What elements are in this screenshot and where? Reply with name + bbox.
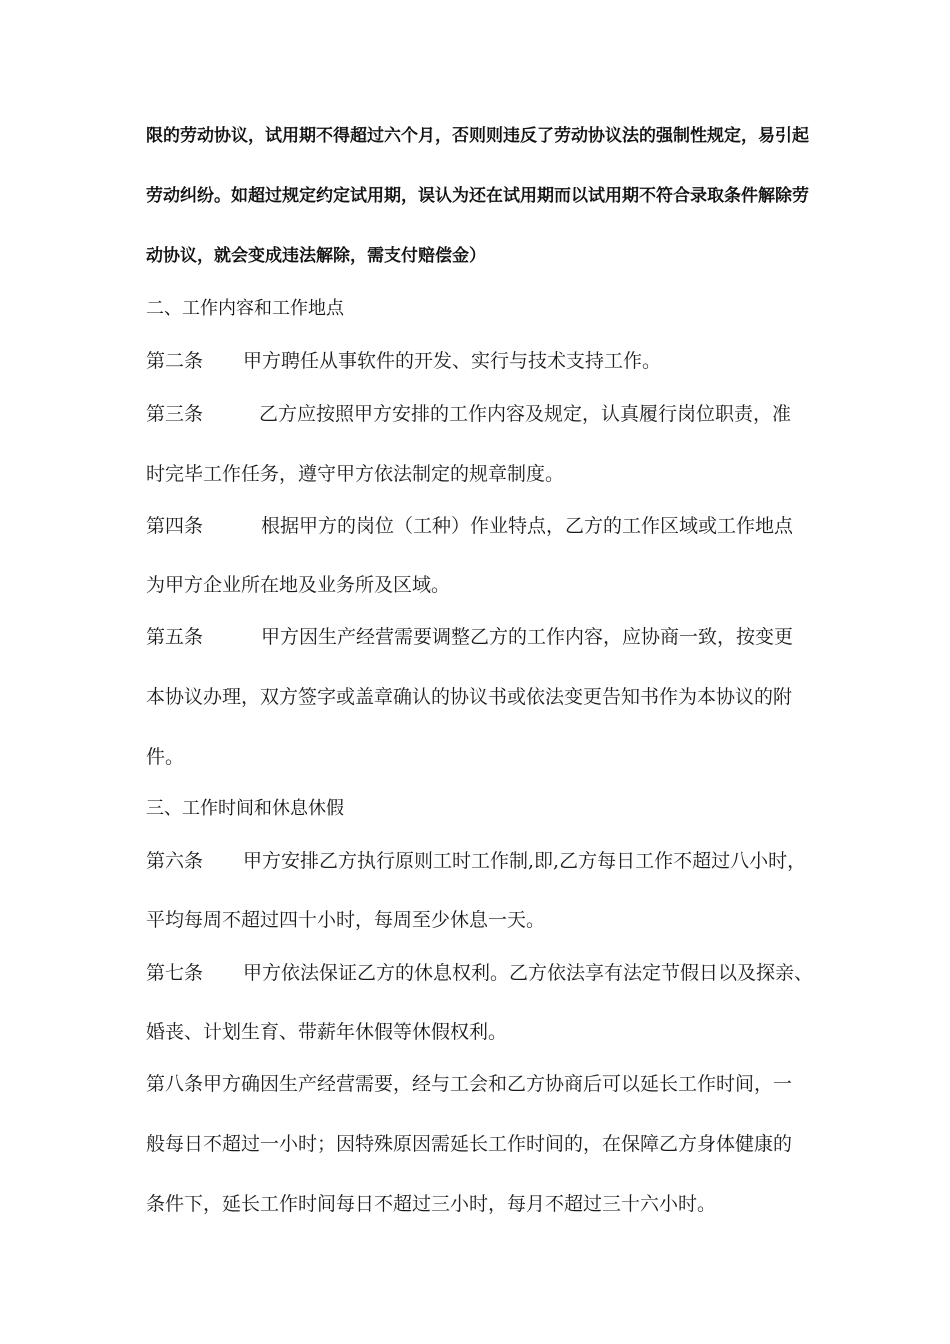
article-text: 甲方依法保证乙方的休息权利。乙方依法享有法定节假日以及探亲、 (243, 962, 814, 984)
article-5-continued-2: 件。 (146, 746, 185, 768)
article-6 (146, 849, 846, 873)
article-4 (146, 514, 846, 538)
article-text: 乙方应按照甲方安排的工作内容及规定，认真履行岗位职责，准 (259, 403, 792, 425)
article-text: 根据甲方的岗位（工种）作业特点，乙方的工作区域或工作地点 (261, 515, 794, 537)
article-7 (146, 961, 846, 985)
article-label: 第二条 (146, 350, 204, 372)
article-8-line-3: 条件下，延长工作时间每日不超过三小时，每月不超过三十六小时。 (146, 1193, 717, 1215)
article-5-continued-1: 本协议办理，双方签字或盖章确认的协议书或依法变更告知书作为本协议的附 (146, 686, 793, 708)
section-heading-3: 三、工作时间和休息休假 (146, 798, 344, 819)
article-2 (146, 349, 846, 373)
intro-line-3: 动协议，就会变成违法解除，需支付赔偿金） (146, 246, 486, 266)
article-label: 第六条 (146, 850, 204, 872)
article-text: 甲方因生产经营需要调整乙方的工作内容，应协商一致，按变更 (261, 626, 794, 648)
section-heading-2: 二、工作内容和工作地点 (146, 298, 344, 319)
article-4-continued: 为甲方企业所在地及业务所及区域。 (146, 574, 451, 596)
article-3 (146, 402, 846, 426)
article-label: 第五条 (146, 626, 204, 648)
intro-line-1: 限的劳动协议，试用期不得超过六个月，否则则违反了劳动协议法的强制性规定，易引起 (146, 126, 809, 146)
article-label: 第四条 (146, 515, 204, 537)
article-7-continued: 婚丧、计划生育、带薪年休假等休假权利。 (146, 1021, 508, 1043)
article-5 (146, 625, 846, 649)
article-6-continued: 平均每周不超过四十小时，每周至少休息一天。 (146, 909, 546, 931)
article-8-line-1: 第八条甲方确因生产经营需要，经与工会和乙方协商后可以延长工作时间，一 (146, 1073, 793, 1095)
article-label: 第七条 (146, 962, 204, 984)
article-text: 甲方聘任从事软件的开发、实行与技术支持工作。 (243, 350, 662, 372)
article-8-line-2: 般每日不超过一小时；因特殊原因需延长工作时间的，在保障乙方身体健康的 (146, 1133, 793, 1155)
intro-line-2: 劳动纠纷。如超过规定约定试用期，误认为还在试用期而以试用期不符合录取条件解除劳 (146, 186, 809, 206)
article-label: 第三条 (146, 403, 204, 425)
article-3-continued: 时完毕工作任务，遵守甲方依法制定的规章制度。 (146, 463, 565, 485)
article-text: 甲方安排乙方执行原则工时工作制,即,乙方每日工作不超过八小时， (243, 850, 807, 872)
